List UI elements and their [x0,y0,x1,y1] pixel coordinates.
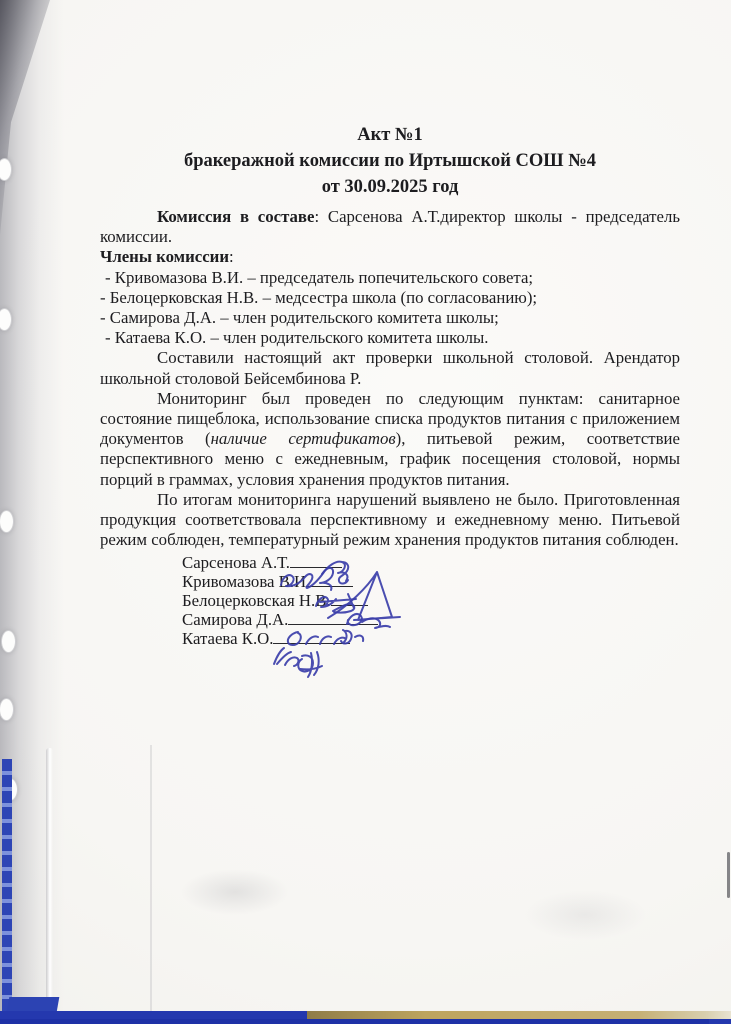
member-item: - Кривомазова В.И. – председатель попечительского совета; [105,267,534,287]
monitoring-text-after: ), питьевой режим, соответствие перспективного меню с ежедневным, график посещения столовой, нормы порций в граммах, условия хранения продуктов питания. [100,429,680,489]
monitoring-text-before: Мониторинг был проведен по следующим пунктам: санитарное состояние пищеблока, использование списка продуктов питания с приложением документов ( [100,388,680,449]
commission-paragraph [100,207,680,247]
sleeve-edge-highlight [46,748,53,1008]
title-line-act-number: Акт №1 [357,125,423,145]
commission-label: Комиссия в составе [157,207,315,226]
signer-name: Кривомазова В.И [182,572,307,592]
act-document [100,110,680,648]
title-line-commission: бракеражной комиссии по Иртышской СОШ №4 [183,151,597,171]
paper-smudge [160,860,310,924]
signature-row [182,572,680,591]
folder-blue-edge [0,1019,709,1024]
act-paragraph: Составили настоящий акт проверки школьной столовой. Арендатор школьной столовой Бейсембинова Р. [100,348,680,388]
binder-blue-strip [2,759,12,1011]
signature-line [273,630,350,644]
member-item: - Белоцерковская Н.В. – медсестра школа (по согласованию); [100,287,538,307]
sleeve-punch-hole [1,630,16,653]
document-title [100,110,680,200]
members-heading-colon: : [229,247,234,267]
folder-tan-edge [307,1011,731,1019]
signature-row [182,553,680,572]
signature-row [182,591,680,610]
results-paragraph: По итогам мониторинга нарушений выявлено не было. Приготовленная продукция соответствовала перспективному и ежедневному меню. Питьевой режим соблюден, температурный режим хранения продуктов питания соблюден. [100,489,680,550]
signer-name: Самирова Д.А. [182,610,289,630]
members-heading [100,247,680,267]
signature-line [306,573,353,587]
paper-smudge [500,880,670,950]
commission-text: : Сарсенова А.Т.директор школы - председатель комиссии. [100,207,680,247]
signature-stroke-kataeva [274,648,322,677]
signature-line [288,611,378,625]
right-edge-mark [727,852,730,898]
signer-name: Катаева К.О. [182,629,274,649]
monitoring-text-italic: наличие сертификатов [210,429,396,449]
members-heading-label: Члены комиссии [100,247,229,267]
member-item: - Самирова Д.А. – член родительского комитета школы; [100,308,499,328]
signature-line [290,554,342,568]
signature-row [182,629,680,648]
signer-name: Белоцерковская Н.В. [182,591,331,611]
signature-block [182,553,680,648]
signature-row [182,610,680,629]
folder-bottom-band [0,1011,731,1024]
signer-name: Сарсенова А.Т. [182,553,290,573]
member-item: - Катаева К.О. – член родительского комитета школы. [105,328,489,348]
backing-sheet-seam [150,745,152,1011]
monitoring-paragraph [100,389,680,490]
title-line-date: от 30.09.2025 год [321,177,459,197]
folder-corner [7,997,60,1012]
signature-line [331,592,368,606]
